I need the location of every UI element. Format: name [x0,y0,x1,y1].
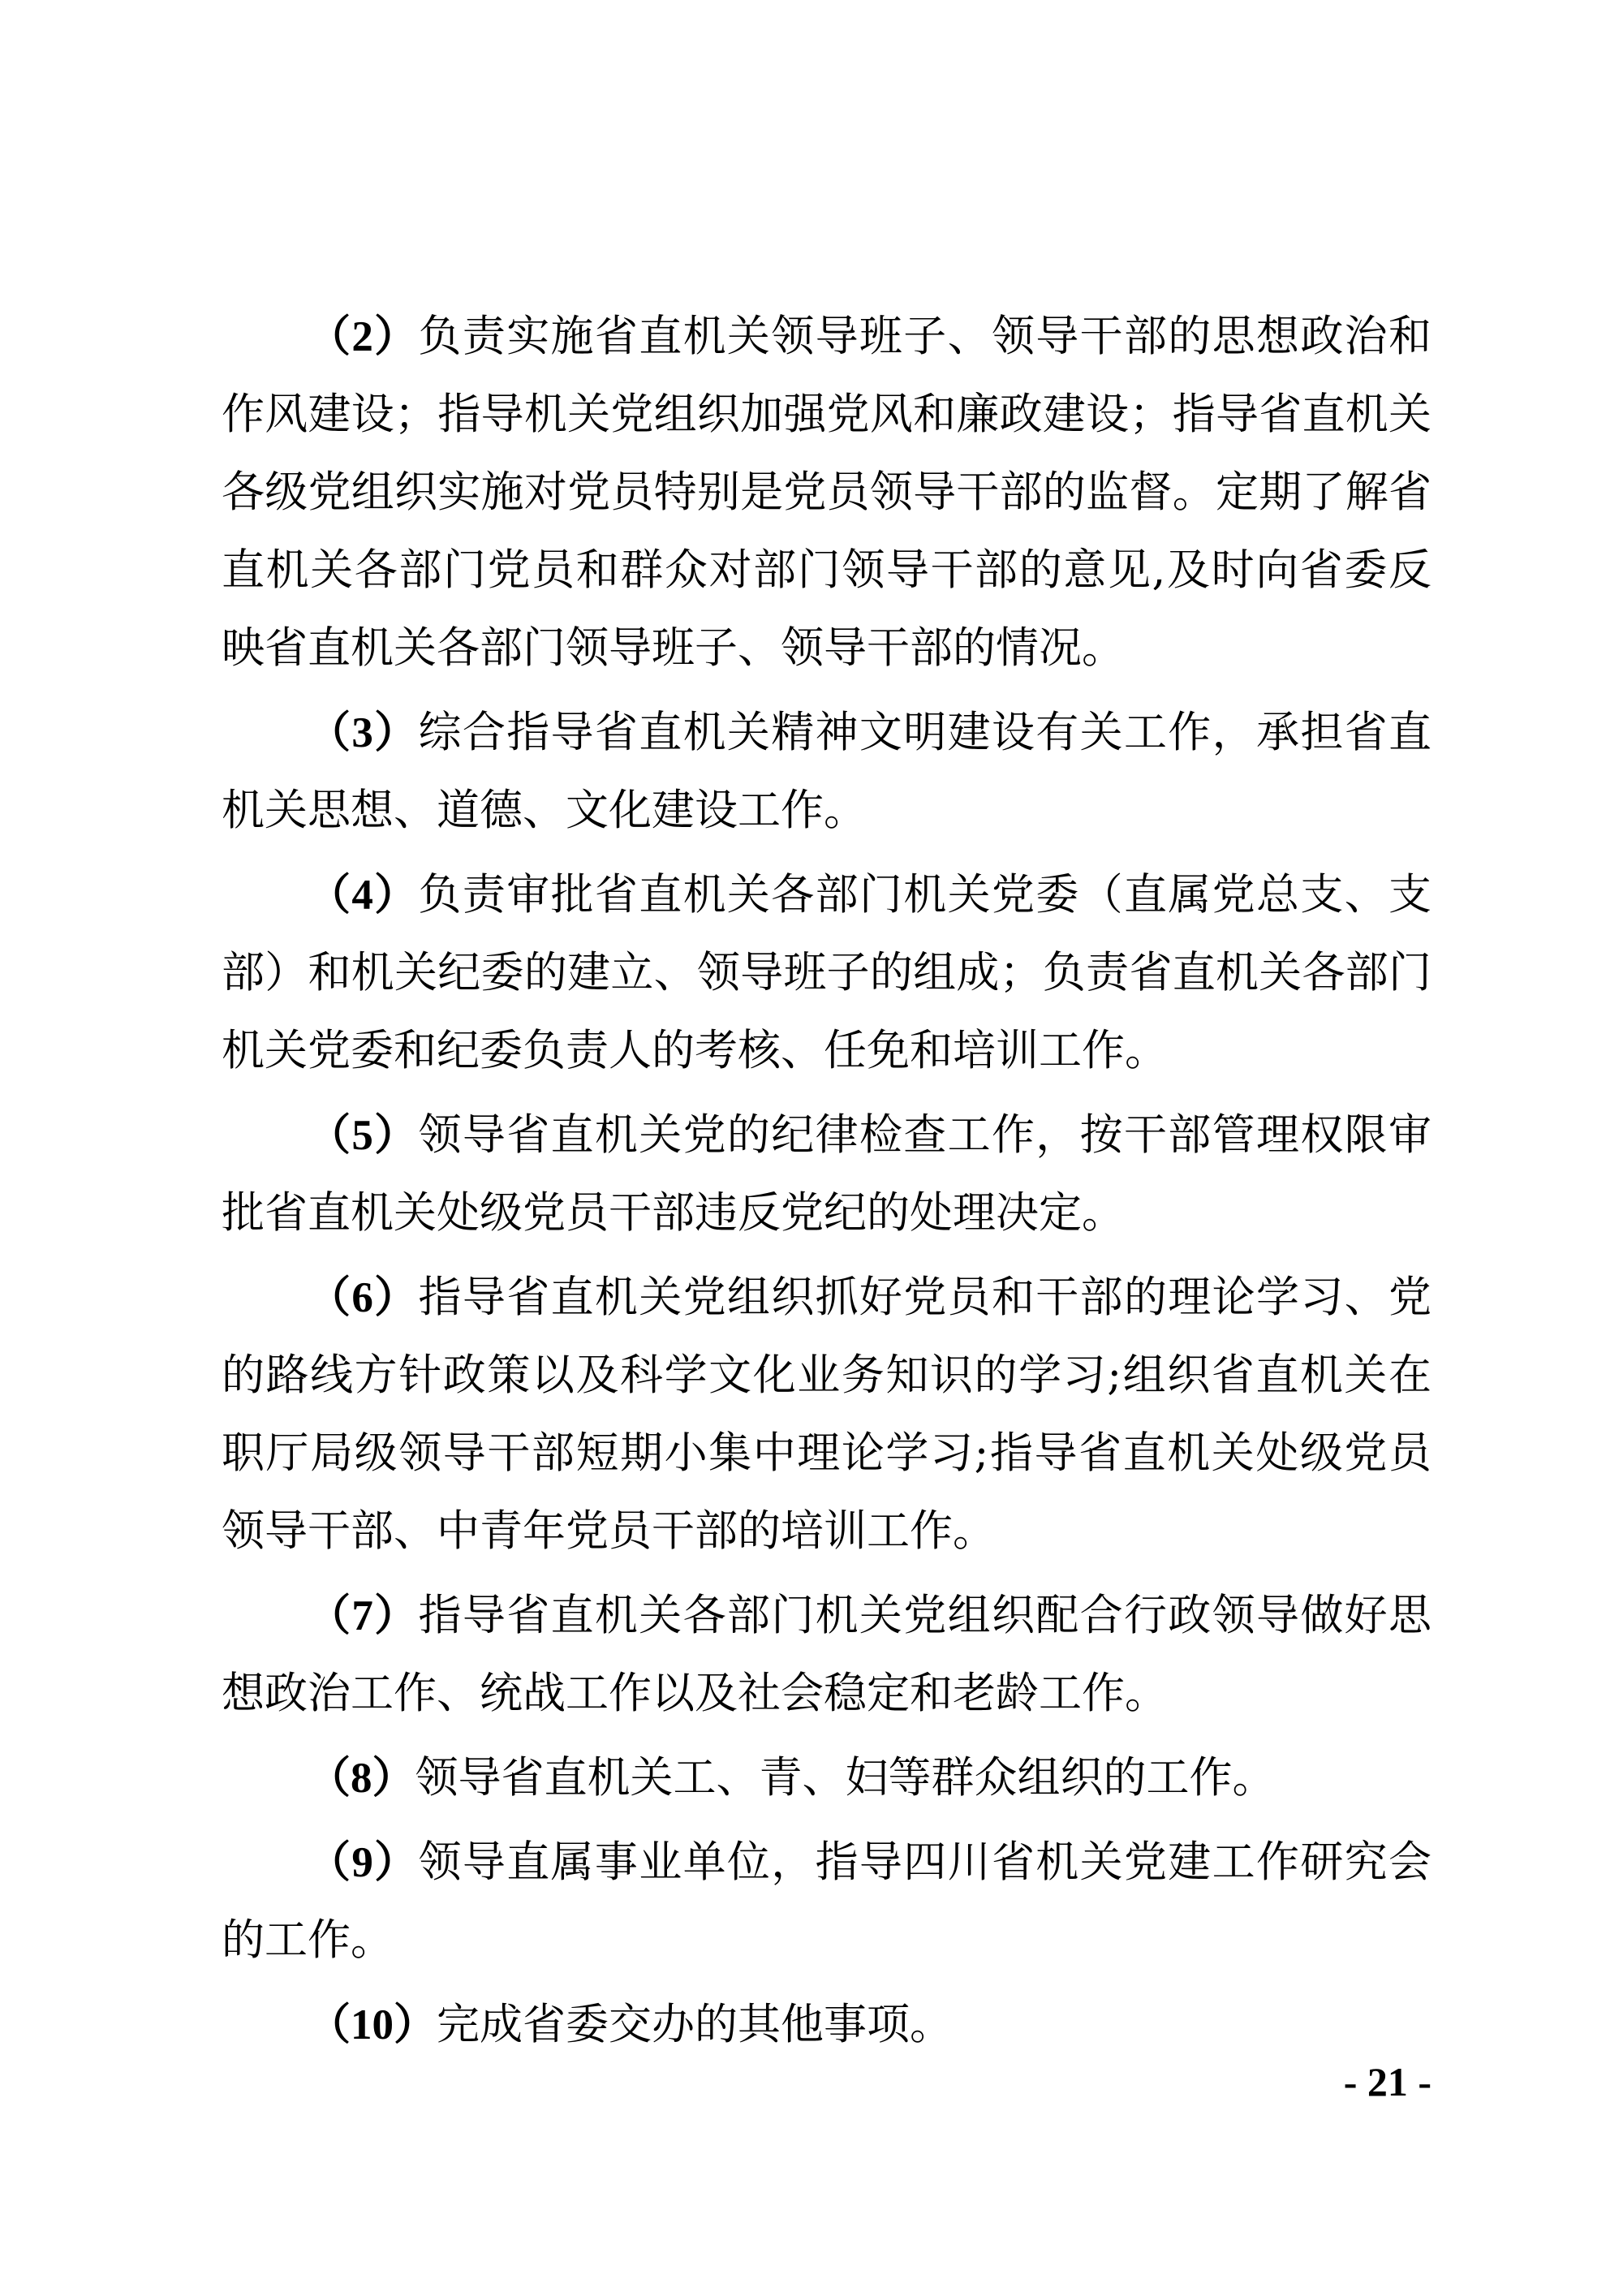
item-number: （4） [308,872,419,919]
item-number: （7） [308,1592,419,1639]
paragraph-2 [222,298,1431,687]
paragraph-text: 领导省直机关党的纪律检查工作，按干部管理权限审批省直机关处级党员干部违反党纪的处理决定。 [222,1110,1432,1238]
item-number: （9） [308,1839,419,1886]
page-number: - 21 - [1343,2059,1431,2104]
paragraph-text: 完成省委交办的其他事项。 [437,2000,953,2049]
paragraph-text: 领导直属事业单位，指导四川省机关党建工作研究会的工作。 [222,1837,1432,1965]
item-number: （8） [308,1755,415,1802]
paragraph-8 [222,1739,1431,1817]
paragraph-10 [222,1986,1431,2064]
item-number: （6） [308,1274,419,1321]
paragraph-text: 指导省直机关党组织抓好党员和干部的理论学习、党的路线方针政策以及科学文化业务知识的学习;组织省直机关在职厅局级领导干部短期小集中理论学习;指导省直机关处级党员领导干部、中青年党员干部的培训工作。 [222,1273,1432,1556]
item-number: （10） [308,2001,437,2048]
item-number: （5） [308,1112,419,1159]
paragraph-text: 综合指导省直机关精神文明建设有关工作，承担省直机关思想、道德、文化建设工作。 [222,708,1432,835]
paragraph-6 [222,1259,1431,1570]
item-number: （2） [308,313,419,360]
item-number: （3） [308,709,419,756]
paragraph-text: 负责审批省直机关各部门机关党委（直属党总支、支部）和机关纪委的建立、领导班子的组成；负责省直机关各部门机关党委和纪委负责人的考核、任免和培训工作。 [222,870,1432,1075]
paragraph-text: 负责实施省直机关领导班子、领导干部的思想政治和作风建设；指导机关党组织加强党风和廉政建设；指导省直机关各级党组织实施对党员特别是党员领导干部的监督。定期了解省直机关各部门党员和群众对部门领导干部的意见,及时向省委反映省直机关各部门领导班子、领导干部的情况。 [222,312,1432,673]
paragraph-text: 指导省直机关各部门机关党组织配合行政领导做好思想政治工作、统战工作以及社会稳定和老龄工作。 [222,1591,1432,1718]
paragraph-5 [222,1096,1431,1252]
paragraph-4 [222,856,1431,1090]
paragraph-text: 领导省直机关工、青、妇等群众组织的工作。 [415,1753,1276,1803]
document-body [222,298,1431,2070]
paragraph-9 [222,1824,1431,1979]
paragraph-3 [222,694,1431,850]
paragraph-7 [222,1577,1431,1733]
